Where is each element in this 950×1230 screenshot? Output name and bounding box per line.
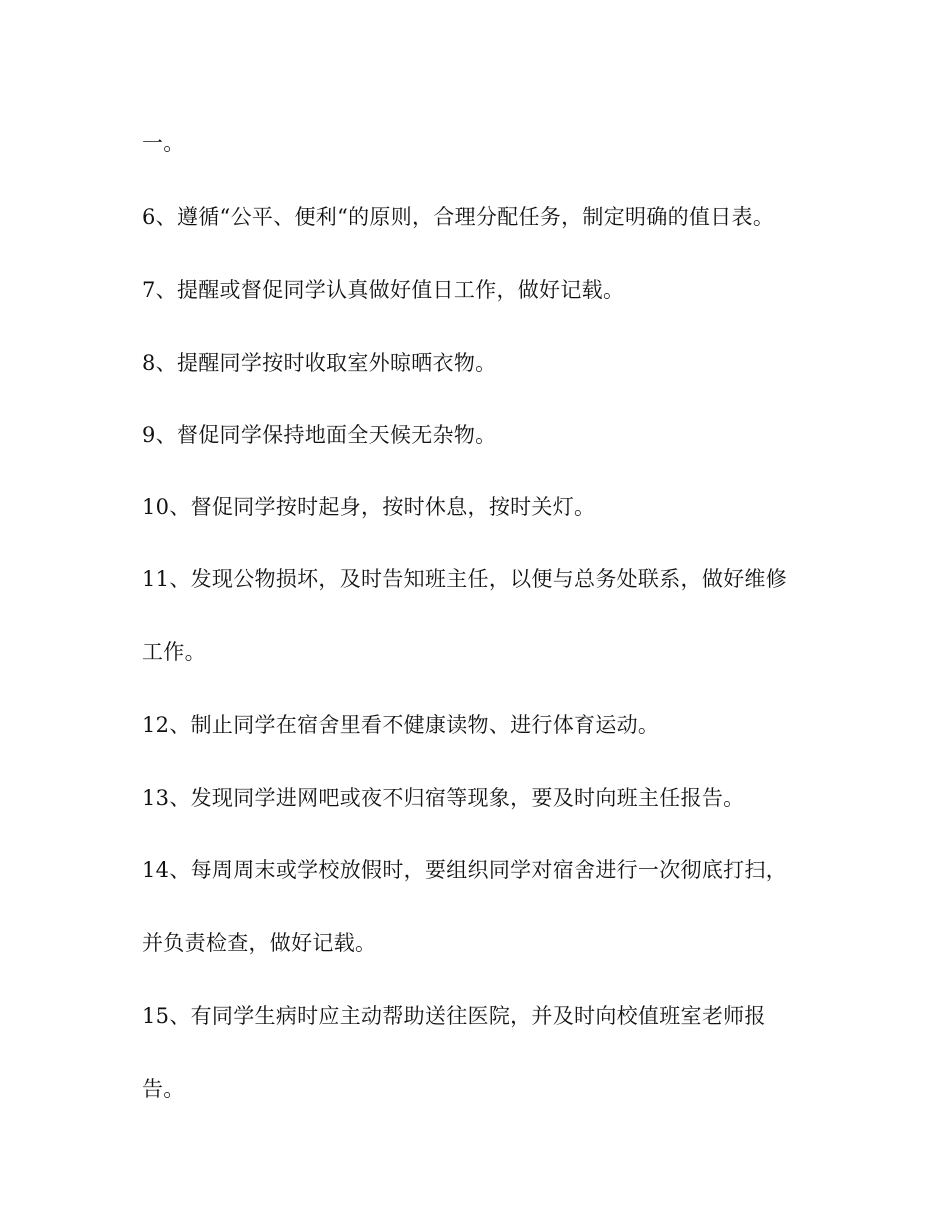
text-line-item-13: 13、发现同学进网吧或夜不归宿等现象，要及时向班主任报告。: [142, 786, 745, 810]
text-line-item-12: 12、制止同学在宿舍里看不健康读物、进行体育运动。: [142, 713, 660, 737]
text-line-item-10: 10、督促同学按时起身，按时休息，按时关灯。: [142, 495, 596, 519]
text-line-item-15-cont: 告。: [142, 1077, 185, 1101]
text-line-item-6: 6、遵循“公平、便利“的原则，合理分配任务，制定明确的值日表。: [142, 205, 775, 229]
text-line-item-9: 9、督促同学保持地面全天候无杂物。: [142, 423, 497, 447]
text-line-item-14: 14、每周周末或学校放假时，要组织同学对宿舍进行一次彻底打扫，: [142, 858, 788, 882]
text-line-continuation: 一。: [142, 131, 185, 155]
text-line-item-14-cont: 并负责检查，做好记载。: [142, 931, 377, 955]
text-line-item-15: 15、有同学生病时应主动帮助送往医院，并及时向校值班室老师报: [142, 1004, 766, 1028]
text-line-item-7: 7、提醒或督促同学认真做好值日工作，做好记载。: [142, 278, 625, 302]
text-line-item-11-cont: 工作。: [142, 640, 206, 664]
text-line-item-8: 8、提醒同学按时收取室外晾晒衣物。: [142, 351, 497, 375]
text-line-item-11: 11、发现公物损坏，及时告知班主任，以便与总务处联系，做好维修: [142, 567, 788, 591]
